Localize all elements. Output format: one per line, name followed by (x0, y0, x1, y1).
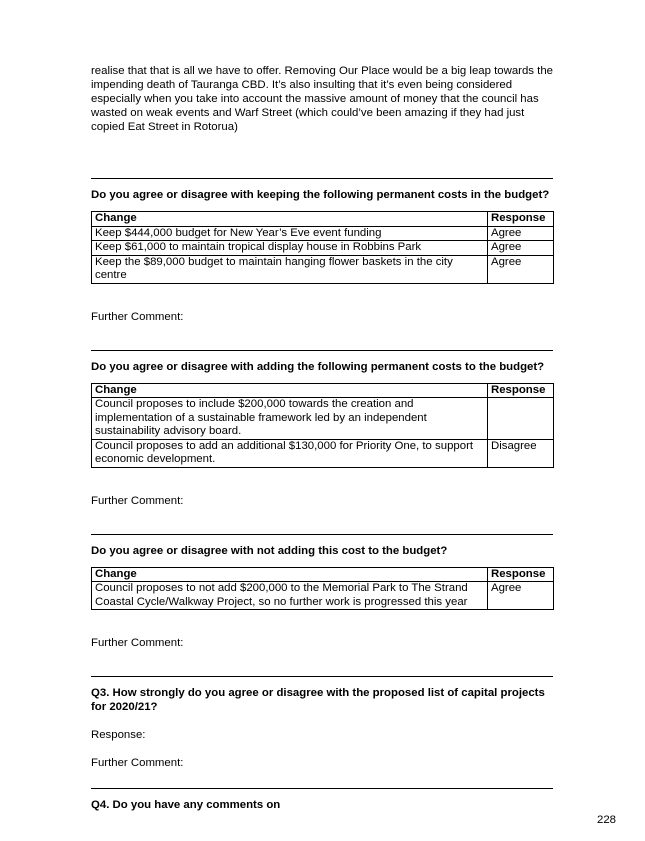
response-cell: Agree (488, 255, 554, 283)
response-cell: Disagree (488, 439, 554, 467)
divider-line (91, 178, 553, 179)
divider-line (91, 788, 553, 789)
response-cell: Agree (488, 582, 554, 610)
table-header-row (92, 383, 554, 398)
table-header-row (92, 212, 554, 227)
q3-question: Q3. How strongly do you agree or disagree with the proposed list of capital projects for 2020/21? (91, 687, 545, 713)
response-cell: Agree (488, 241, 554, 256)
further-comment-label: Further Comment: (91, 494, 184, 507)
section-question: Do you agree or disagree with not adding this cost to the budget? (91, 544, 448, 557)
column-header-response: Response (488, 383, 554, 398)
column-header-change: Change (92, 212, 488, 227)
table-row (92, 255, 554, 283)
intro-paragraph: realise that that is all we have to offer. Removing Our Place would be a big leap towards the impending death of Tauranga CBD. It’s also insulting that it’s even being considered especially when you take into account the massive amount of money that the council has wasted on weak events and Warf Street (which could’ve been amazing if they had just copied Eat Street in Rotorua) (91, 65, 554, 133)
further-comment-label: Further Comment: (91, 637, 184, 649)
change-cell: Council proposes to add an additional $130,000 for Priority One, to support economic development. (92, 439, 488, 467)
table-row (92, 582, 554, 610)
response-table (91, 567, 554, 611)
table-row (92, 226, 554, 241)
response-table (91, 383, 554, 468)
column-header-response: Response (488, 567, 554, 582)
change-cell: Keep $444,000 budget for New Year’s Eve event funding (92, 226, 488, 241)
column-header-change: Change (92, 383, 488, 398)
change-cell: Keep the $89,000 budget to maintain hanging flower baskets in the city centre (92, 255, 488, 283)
table-row (92, 241, 554, 256)
section-question: Do you agree or disagree with adding the following permanent costs to the budget? (91, 360, 545, 373)
further-comment-label: Further Comment: (91, 310, 184, 323)
section-question: Do you agree or disagree with keeping the following permanent costs in the budget? (91, 189, 550, 201)
page-number: 228 (597, 814, 617, 826)
table-row (92, 439, 554, 467)
response-cell: Agree (488, 226, 554, 241)
divider-line (91, 350, 553, 351)
change-cell: Keep $61,000 to maintain tropical display house in Robbins Park (92, 241, 488, 256)
response-cell (488, 398, 554, 440)
table-header-row (92, 567, 554, 582)
response-table (91, 211, 554, 284)
column-header-response: Response (488, 212, 554, 227)
divider-line (91, 676, 553, 677)
column-header-change: Change (92, 567, 488, 582)
response-label: Response: (91, 729, 146, 741)
divider-line (91, 534, 553, 535)
further-comment-label: Further Comment: (91, 757, 184, 769)
document-page (91, 64, 553, 821)
change-cell: Council proposes to include $200,000 towards the creation and implementation of a sustainable framework led by an independent sustainability advisory board. (92, 398, 488, 440)
change-cell: Council proposes to not add $200,000 to the Memorial Park to The Strand Coastal Cycle/Walkway Project, so no further work is progressed this year (92, 582, 488, 610)
table-row (92, 398, 554, 440)
q4-question: Q4. Do you have any comments on (91, 799, 281, 811)
